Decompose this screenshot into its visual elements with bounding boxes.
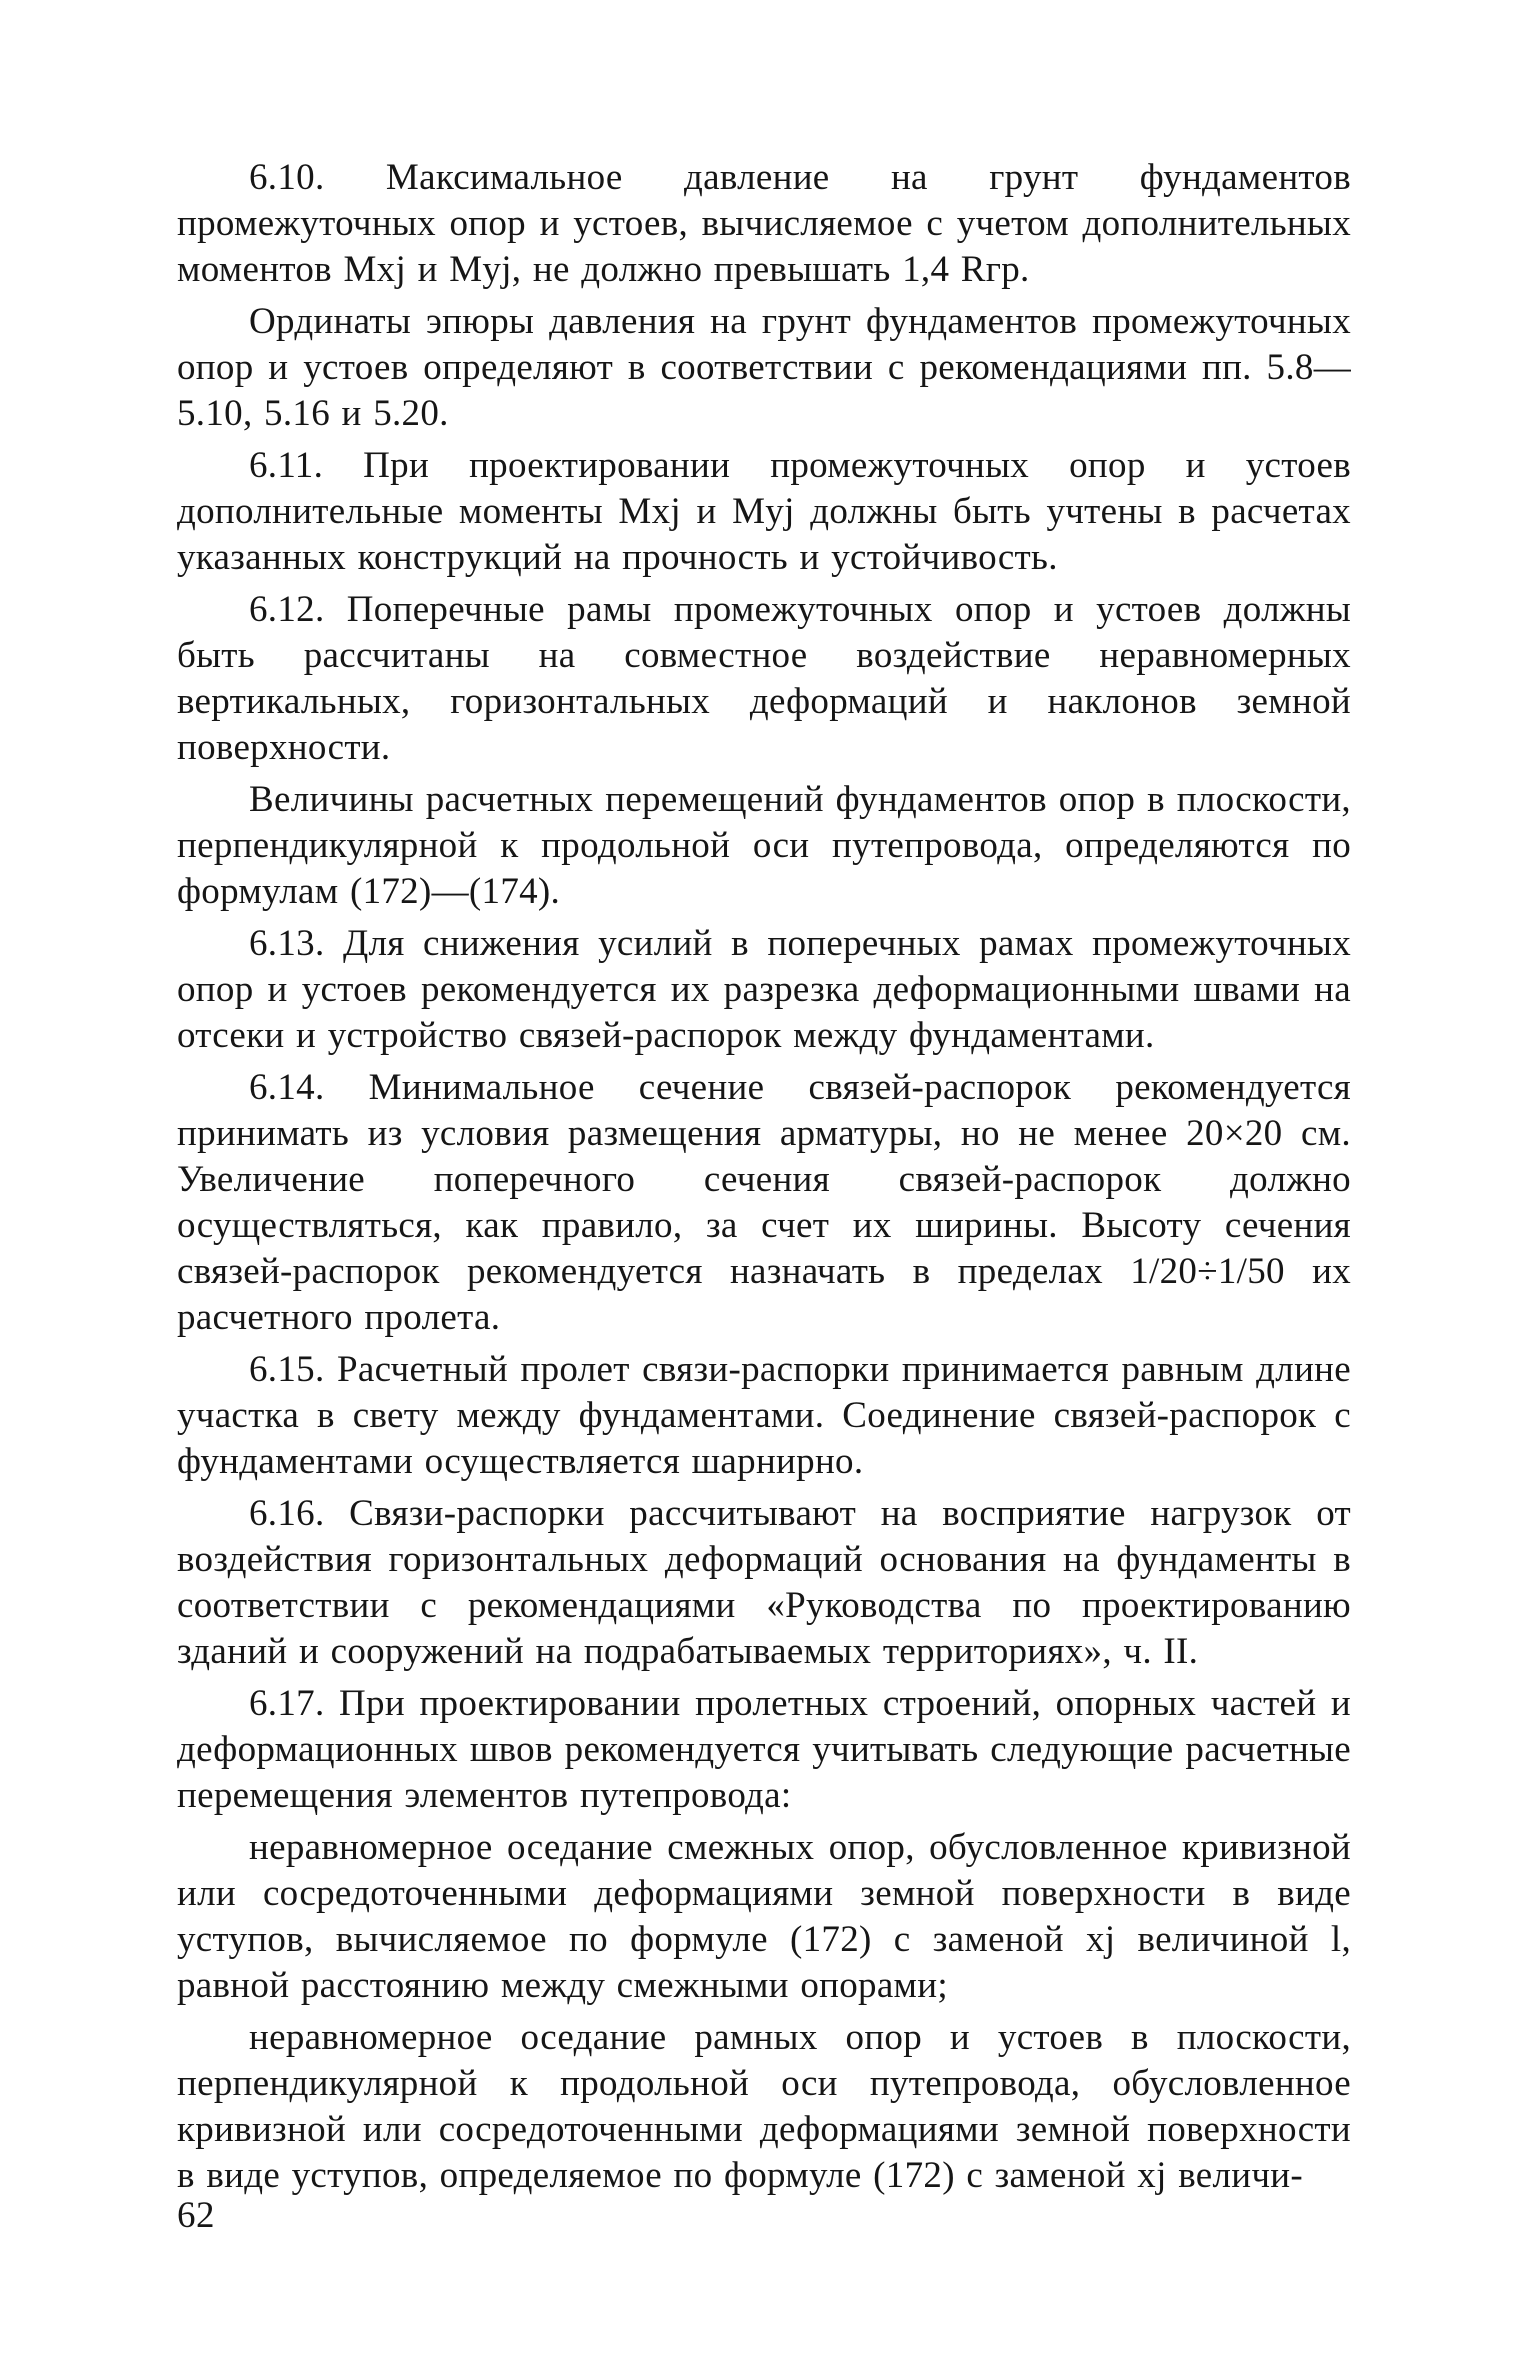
page-number: 62: [177, 2195, 215, 2236]
paragraph-6-10: 6.10. Максимальное давление на грунт фундаментов промежуточных опор и устоев, вычисляемое с учетом дополнительных моментов Mxj и Myj, не должно превышать 1,4 Rгр.: [177, 157, 1351, 290]
paragraph-uneven-settlement-frame: неравномерное оседание рамных опор и устоев в плоскости, перпендикулярной к продольной оси путепровода, обусловленное кривизной или сосредоточенными деформациями земной поверхности в виде уступов, определяемое по формуле (172) с заменой xj величи-: [177, 2017, 1351, 2196]
paragraph-6-16: 6.16. Связи-распорки рассчитывают на восприятие нагрузок от воздействия горизонтальных деформаций основания на фундаменты в соответствии с рекомендациями «Руководства по проектированию зданий и сооружений на подрабатываемых территориях», ч. II.: [177, 1493, 1351, 1672]
paragraph-6-14: 6.14. Минимальное сечение связей-распорок рекомендуется принимать из условия размещения арматуры, но не менее 20×20 см. Увеличение поперечного сечения связей-распорок должно осуществляться, как правило, за счет их ширины. Высоту сечения связей-распорок рекомендуется назначать в пределах 1/20÷1/50 их расчетного пролета.: [177, 1067, 1351, 1338]
paragraph-6-11: 6.11. При проектировании промежуточных опор и устоев дополнительные моменты Mxj и Myj должны быть учтены в расчетах указанных конструкций на прочность и устойчивость.: [177, 445, 1351, 578]
paragraph-6-12: 6.12. Поперечные рамы промежуточных опор и устоев должны быть рассчитаны на совместное воздействие неравномерных вертикальных, горизонтальных деформаций и наклонов земной поверхности.: [177, 589, 1351, 768]
paragraph-6-13: 6.13. Для снижения усилий в поперечных рамах промежуточных опор и устоев рекомендуется их разрезка деформационными швами на отсеки и устройство связей-распорок между фундаментами.: [177, 923, 1351, 1056]
body-text: [177, 155, 1351, 2199]
paragraph-6-17: 6.17. При проектировании пролетных строений, опорных частей и деформационных швов рекомендуется учитывать следующие расчетные перемещения элементов путепровода:: [177, 1683, 1351, 1816]
paragraph-uneven-settlement-adjacent: неравномерное оседание смежных опор, обусловленное кривизной или сосредоточенными деформациями земной поверхности в виде уступов, вычисляемое по формуле (172) с заменой xj величиной l, равной расстоянию между смежными опорами;: [177, 1827, 1351, 2006]
paragraph-displacements: Величины расчетных перемещений фундаментов опор в плоскости, перпендикулярной к продольной оси путепровода, определяются по формулам (172)—(174).: [177, 779, 1351, 912]
paragraph-6-15: 6.15. Расчетный пролет связи-распорки принимается равным длине участка в свету между фундаментами. Соединение связей-распорок с фундаментами осуществляется шарнирно.: [177, 1349, 1351, 1482]
paragraph-pressure-ordinates: Ординаты эпюры давления на грунт фундаментов промежуточных опор и устоев определяют в соответствии с рекомендациями пп. 5.8—5.10, 5.16 и 5.20.: [177, 301, 1351, 434]
